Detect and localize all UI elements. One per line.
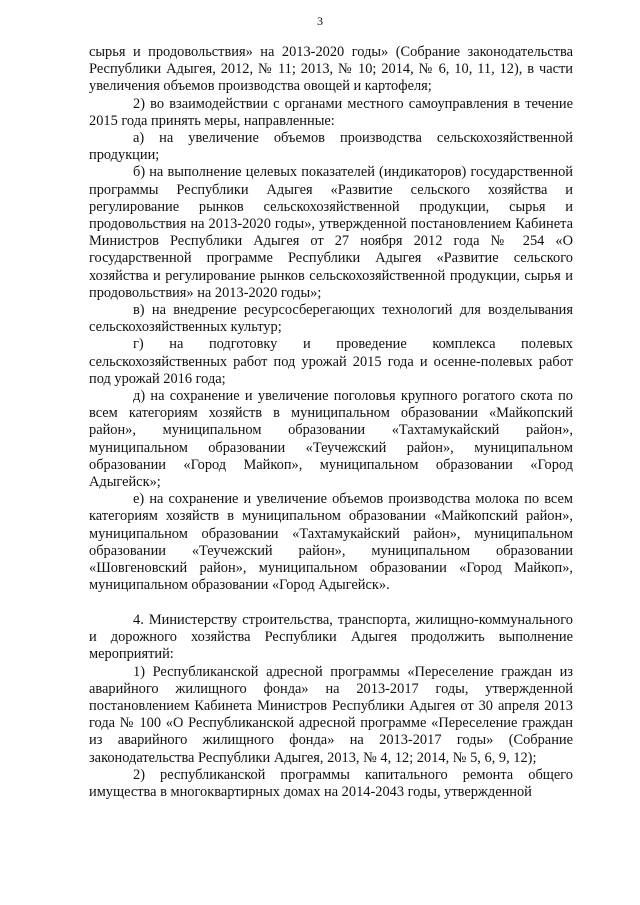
paragraph-section-4-item-1: 1) Республиканской адресной программы «Переселение граждан из аварийного жилищного фонда» на 2013-2017 годы, утвержденной постановлением Кабинета Министров Республики Адыгея от 30 апреля 2013 года № 100 «О Республиканской адресной программе «Переселение граждан из аварийного жилищного фонда» на 2013-2017 годы» (Собрание законодательства Республики Адыгея, 2013, № 4, 12; 2014, № 5, 6, 9, 12); (89, 663, 573, 766)
paragraph-item-2: 2) во взаимодействии с органами местного самоуправления в течение 2015 года принять меры, направленные: (89, 95, 573, 129)
paragraph-subitem-v: в) на внедрение ресурсосберегающих технологий для возделывания сельскохозяйственных культур; (89, 302, 573, 336)
paragraph-section-4-item-2: 2) республиканской программы капитального ремонта общего имущества в многоквартирных домах на 2014-2043 годы, утвержденной (89, 766, 573, 801)
paragraph-subitem-e: е) на сохранение и увеличение объемов производства молока по всем категориям хозяйств в муниципальном образовании «Майкопский район», муниципальном образовании «Тахтамукайский район», муниципальном образовании «Теучежский район», муниципальном образовании «Шовгеновский район», муниципальном образовании «Город Майкоп», муниципальном образовании «Город Адыгейск». (89, 491, 573, 594)
paragraph-continuation: сырья и продовольствия» на 2013-2020 годы» (Собрание законодательства Республики Адыгея, 2012, № 11; 2013, № 10; 2014, № 6, 10, 11, 12), в части увеличения объемов производства овощей и картофеля; (89, 44, 573, 95)
paragraph-subitem-a: а) на увеличение объемов производства сельскохозяйственной продукции; (89, 130, 573, 164)
paragraph-subitem-g: г) на подготовку и проведение комплекса полевых сельскохозяйственных работ под урожай 2015 года и осенне-полевых работ под урожай 2016 года; (89, 336, 573, 387)
paragraph-subitem-b: б) на выполнение целевых показателей (индикаторов) государственной программы Республики Адыгея «Развитие сельского хозяйства и регулирование рынков сельскохозяйственной продукции, сырья и продовольствия на 2013-2020 годы», утвержденной постановлением Кабинета Министров Республики Адыгея от 27 ноября 2012 года № 254 «О государственной программе Республики Адыгея «Развитие сельского хозяйства и регулирование рынков сельскохозяйственной продукции, сырья и продовольствия» на 2013-2020 годы»; (89, 164, 573, 301)
paragraph-section-4: 4. Министерству строительства, транспорта, жилищно-коммунального и дорожного хозяйства Республики Адыгея продолжить выполнение мероприятий: (89, 612, 573, 663)
paragraph-subitem-d: д) на сохранение и увеличение поголовья крупного рогатого скота по всем категориям хозяйств в муниципальном образовании «Майкопский район», муниципальном образовании «Тахтамукайский район», муниципальном образовании «Теучежский район», муниципальном образовании «Город Майкоп», муниципальном образовании «Город Адыгейск»; (89, 388, 573, 491)
page-number: 3 (317, 14, 323, 28)
document-body (89, 44, 573, 801)
